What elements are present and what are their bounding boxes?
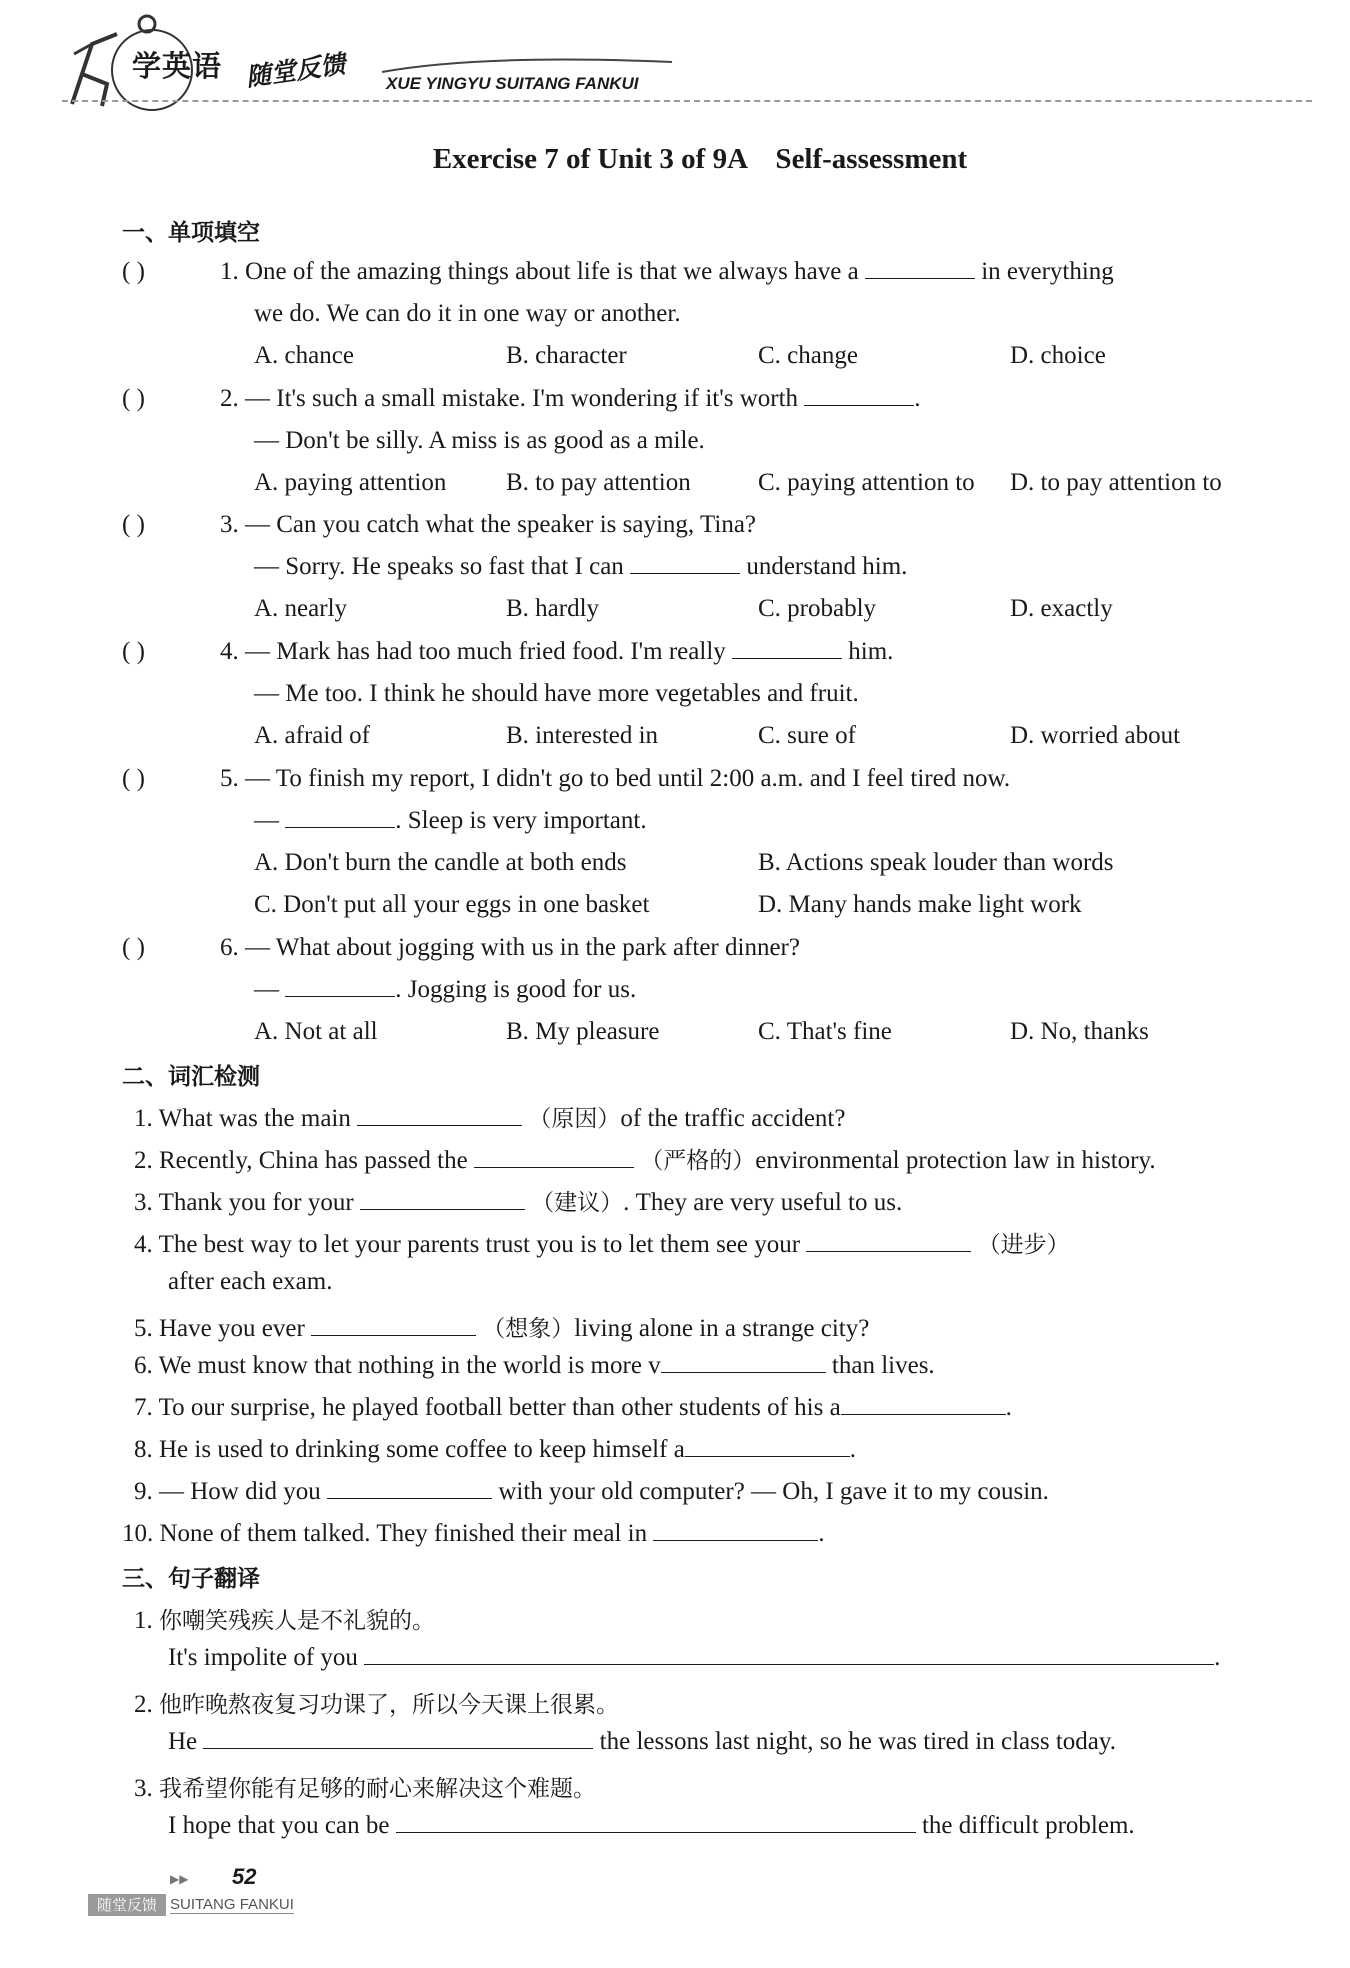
question-text: — To finish my report, I didn't go to bed until 2:00 a.m. and I feel tired now. — [245, 765, 1011, 792]
question-number: 6. — [134, 1352, 153, 1379]
question-text: . — [1214, 1644, 1221, 1671]
question-line — [254, 807, 647, 835]
question-number: 2. — [134, 1147, 153, 1174]
question-line — [220, 258, 1114, 286]
question-number: 7. — [134, 1394, 153, 1421]
question-text: — Sorry. He speaks so fast that I can — [254, 553, 624, 580]
question-text: One of the amazing things about life is that we always have a — [245, 258, 859, 285]
vocab-item — [134, 1436, 856, 1464]
question-text: I hope that you can be — [168, 1812, 390, 1839]
chinese-hint: （建议） — [531, 1190, 624, 1216]
question-line — [254, 976, 636, 1004]
question-text: than lives. — [831, 1352, 935, 1379]
chinese-hint: （想象） — [482, 1316, 575, 1342]
question-text: we do. We can do it in one way or another. — [254, 300, 681, 327]
question-text: — — [254, 807, 279, 834]
answer-blank[interactable] — [285, 976, 395, 997]
question-text: Have you ever — [159, 1315, 305, 1342]
question-text: the difficult problem. — [921, 1812, 1135, 1839]
question-number: 6. — [220, 934, 239, 961]
question-number: 10. — [122, 1520, 154, 1547]
header-logo — [62, 14, 682, 114]
answer-blank[interactable] — [685, 1436, 850, 1457]
question-number: 1. — [220, 258, 239, 285]
vocab-item — [134, 1310, 869, 1343]
translation-item — [134, 1602, 435, 1635]
chinese-sentence: 我希望你能有足够的耐心来解决这个难题。 — [159, 1776, 596, 1802]
translation-answer-line — [168, 1644, 1220, 1672]
answer-blank[interactable] — [661, 1352, 826, 1373]
option-c: C. probably — [758, 595, 877, 622]
brand-en: XUE YINGYU SUITANG FANKUI — [386, 74, 639, 93]
chinese-hint: （严格的） — [640, 1148, 756, 1174]
option-c: C. Don't put all your eggs in one basket — [254, 891, 650, 918]
answer-blank[interactable] — [311, 1315, 476, 1336]
question-number: 1. — [134, 1105, 153, 1132]
question-text: . — [914, 385, 921, 412]
answer-paren[interactable]: ( ) — [122, 638, 145, 665]
option-c: C. sure of — [758, 722, 856, 749]
option-a: A. chance — [254, 342, 354, 369]
chinese-hint: （进步） — [977, 1232, 1070, 1258]
answer-blank[interactable] — [360, 1189, 525, 1210]
question-number: 9. — [134, 1478, 153, 1505]
brand-cn: 学英语 — [132, 49, 223, 83]
question-text: . Jogging is good for us. — [395, 976, 637, 1003]
option-d: D. worried about — [1010, 722, 1181, 749]
option-b: B. My pleasure — [506, 1018, 660, 1045]
section-heading-translation: 三、句子翻译 — [122, 1566, 260, 1592]
answer-blank[interactable] — [474, 1147, 634, 1168]
question-number: 2. — [134, 1691, 153, 1718]
question-text: the lessons last night, so he was tired in class today. — [599, 1728, 1117, 1755]
option-b: B. to pay attention — [506, 469, 691, 496]
option-a: A. Not at all — [254, 1018, 378, 1045]
answer-paren[interactable]: ( ) — [122, 511, 145, 538]
question-text: Recently, China has passed the — [159, 1147, 468, 1174]
answer-blank[interactable] — [396, 1812, 916, 1833]
brand-cn-sub: 随堂反馈 — [244, 49, 348, 92]
option-d: D. exactly — [1010, 595, 1113, 622]
option-d: D. choice — [1010, 342, 1106, 369]
page-arrow-icon: ▶▶ — [170, 1872, 189, 1886]
page-title: Exercise 7 of Unit 3 of 9A Self-assessment — [432, 143, 968, 175]
option-b: B. character — [506, 342, 627, 369]
answer-paren[interactable]: ( ) — [122, 385, 145, 412]
question-text: living alone in a strange city? — [574, 1315, 870, 1342]
question-text: To our surprise, he played football better than other students of his a — [158, 1394, 841, 1421]
answer-blank[interactable] — [364, 1644, 1214, 1665]
question-number: 5. — [134, 1315, 153, 1342]
question-line — [220, 511, 756, 539]
option-b: B. hardly — [506, 595, 600, 622]
option-c: C. paying attention to — [758, 469, 975, 496]
question-text: . — [818, 1520, 825, 1547]
question-text: — Me too. I think he should have more vegetables and fruit. — [254, 680, 859, 707]
question-number: 1. — [134, 1607, 153, 1634]
answer-blank[interactable] — [357, 1105, 522, 1126]
question-text: We must know that nothing in the world is more v — [158, 1352, 661, 1379]
question-number: 8. — [134, 1436, 153, 1463]
answer-blank[interactable] — [804, 385, 914, 406]
question-text: It's impolite of you — [168, 1644, 358, 1671]
answer-blank[interactable] — [653, 1520, 818, 1541]
question-text: — Can you catch what the speaker is saying, Tina? — [245, 511, 757, 538]
chinese-sentence: 你嘲笑残疾人是不礼貌的。 — [159, 1608, 435, 1634]
question-text: He — [168, 1728, 198, 1755]
question-text: He is used to drinking some coffee to keep himself a — [159, 1436, 685, 1463]
question-text: of the traffic accident? — [620, 1105, 846, 1132]
question-number: 2. — [220, 385, 239, 412]
chinese-hint: （原因） — [528, 1106, 621, 1132]
answer-blank[interactable] — [865, 258, 975, 279]
question-text: him. — [848, 638, 894, 665]
translation-answer-line — [168, 1812, 1135, 1840]
question-text: — Mark has had too much fried food. I'm really — [245, 638, 726, 665]
chinese-sentence: 他昨晚熬夜复习功课了，所以今天课上很累。 — [159, 1692, 619, 1718]
option-d: D. No, thanks — [1010, 1018, 1149, 1045]
question-number: 3. — [134, 1775, 153, 1802]
question-text: understand him. — [746, 553, 908, 580]
answer-blank[interactable] — [203, 1728, 593, 1749]
question-line — [220, 385, 921, 413]
question-text: Thank you for your — [158, 1189, 354, 1216]
question-number: 5. — [220, 765, 239, 792]
section-heading-vocab: 二、词汇检测 — [122, 1064, 260, 1090]
option-a: A. paying attention — [254, 469, 447, 496]
header-divider — [62, 100, 1312, 102]
translation-item — [134, 1770, 596, 1803]
answer-paren[interactable]: ( ) — [122, 765, 145, 792]
vocab-item — [134, 1184, 902, 1217]
option-a: A. afraid of — [254, 722, 370, 749]
option-b: B. Actions speak louder than words — [758, 849, 1114, 876]
question-number: 3. — [134, 1189, 153, 1216]
vocab-item — [134, 1352, 935, 1380]
question-number: 4. — [220, 638, 239, 665]
vocab-item — [134, 1226, 1070, 1259]
question-text: The best way to let your parents trust you is to let them see your — [158, 1231, 801, 1258]
question-text: — It's such a small mistake. I'm wondering if it's worth — [245, 385, 799, 412]
question-text: . Sleep is very important. — [395, 807, 647, 834]
section-heading-mc: 一、单项填空 — [122, 220, 260, 246]
question-text: — What about jogging with us in the park after dinner? — [245, 934, 800, 961]
vocab-item — [134, 1478, 1049, 1506]
vocab-item — [134, 1142, 1156, 1175]
option-c: C. That's fine — [758, 1018, 892, 1045]
option-d: D. Many hands make light work — [758, 891, 1082, 918]
vocab-item — [134, 1100, 845, 1133]
question-text: environmental protection law in history. — [755, 1147, 1156, 1174]
question-text: in everything — [981, 258, 1114, 285]
answer-blank[interactable] — [732, 638, 842, 659]
option-d: D. to pay attention to — [1010, 469, 1222, 496]
question-text: — How did you — [159, 1478, 321, 1505]
question-number: 3. — [220, 511, 239, 538]
question-text: . They are very useful to us. — [623, 1189, 903, 1216]
footer-badge: 随堂反馈 — [88, 1894, 166, 1916]
question-text: . — [1005, 1394, 1012, 1421]
question-text: — Don't be silly. A miss is as good as a mile. — [254, 427, 705, 454]
question-line — [254, 553, 907, 581]
question-text: after each exam. — [168, 1268, 333, 1295]
answer-blank[interactable] — [327, 1478, 492, 1499]
answer-paren[interactable]: ( ) — [122, 934, 145, 961]
question-text: — — [254, 976, 279, 1003]
footer-label: SUITANG FANKUI — [170, 1896, 294, 1913]
answer-blank[interactable] — [806, 1231, 971, 1252]
option-b: B. interested in — [506, 722, 659, 749]
answer-blank[interactable] — [630, 553, 740, 574]
question-text: What was the main — [158, 1105, 351, 1132]
answer-paren[interactable]: ( ) — [122, 258, 145, 285]
question-text: . — [849, 1436, 857, 1463]
question-line — [220, 934, 800, 962]
option-a: A. Don't burn the candle at both ends — [254, 849, 627, 876]
vocab-item — [134, 1394, 1012, 1422]
page-number: 52 — [232, 1864, 257, 1889]
answer-blank[interactable] — [285, 807, 395, 828]
question-line — [220, 638, 893, 666]
option-c: C. change — [758, 342, 858, 369]
question-line — [220, 765, 1010, 793]
option-a: A. nearly — [254, 595, 348, 622]
translation-answer-line — [168, 1728, 1116, 1756]
vocab-item — [122, 1520, 825, 1548]
question-text: with your old computer? — Oh, I gave it to my cousin. — [498, 1478, 1049, 1505]
answer-blank[interactable] — [841, 1394, 1006, 1415]
question-text: None of them talked. They finished their meal in — [159, 1520, 648, 1547]
question-number: 4. — [134, 1231, 153, 1258]
translation-item — [134, 1686, 619, 1719]
